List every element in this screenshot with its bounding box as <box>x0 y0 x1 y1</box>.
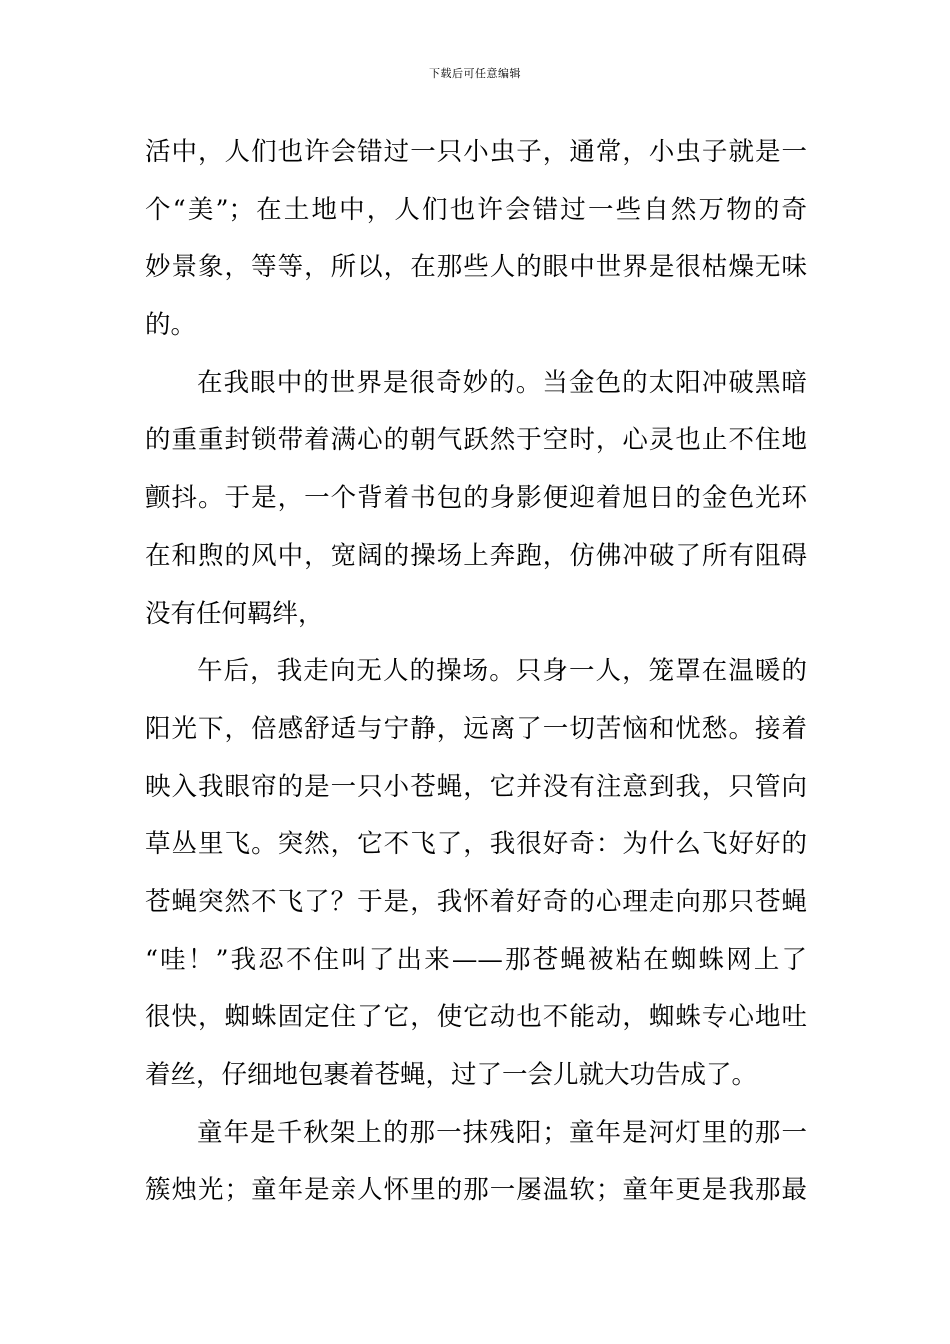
text-line: 在我眼中的世界是很奇妙的。当金色的太阳冲破黑暗 <box>197 367 807 398</box>
text-line: 很快，蜘蛛固定住了它，使它动也不能动，蜘蛛专心地吐 <box>145 1002 807 1033</box>
text-line: 颤抖。于是，一个背着书包的身影便迎着旭日的金色光环 <box>145 483 807 514</box>
page-header: 下载后可任意编辑 <box>429 67 521 80</box>
text-line: “哇！”我忍不住叫了出来——那苍蝇被粘在蜘蛛网上了 <box>145 944 807 975</box>
text-line: 着丝，仔细地包裹着苍蝇，过了一会儿就大功告成了。 <box>145 1060 758 1090</box>
text-line: 午后，我走向无人的操场。只身一人，笼罩在温暖的 <box>197 656 807 687</box>
text-line: 草丛里飞。突然，它不飞了，我很好奇：为什么飞好好的 <box>145 829 807 860</box>
text-line: 苍蝇突然不飞了？于是，我怀着好奇的心理走向那只苍蝇 <box>145 886 807 917</box>
text-line: 的。 <box>145 310 197 341</box>
text-line: 妙景象，等等，所以，在那些人的眼中世界是很枯燥无味 <box>145 252 807 283</box>
text-line: 在和煦的风中，宽阔的操场上奔跑，仿佛冲破了所有阻碍 <box>145 540 807 571</box>
text-line: 的重重封锁带着满心的朝气跃然于空时，心灵也止不住地 <box>145 425 807 456</box>
text-line: 个“美”；在土地中，人们也许会错过一些自然万物的奇 <box>145 194 807 225</box>
text-line: 阳光下，倍感舒适与宁静，远离了一切苦恼和忧愁。接着 <box>145 713 807 744</box>
body-text <box>145 124 807 1220</box>
text-line: 活中，人们也许会错过一只小虫子，通常，小虫子就是一 <box>145 137 807 167</box>
text-line: 没有任何羁绊， <box>145 598 324 629</box>
text-line: 映入我眼帘的是一只小苍蝇，它并没有注意到我，只管向 <box>145 771 807 802</box>
text-line: 簇烛光；童年是亲人怀里的那一屡温软；童年更是我那最 <box>145 1175 807 1206</box>
text-line: 童年是千秋架上的那一抹残阳；童年是河灯里的那一 <box>197 1117 807 1148</box>
